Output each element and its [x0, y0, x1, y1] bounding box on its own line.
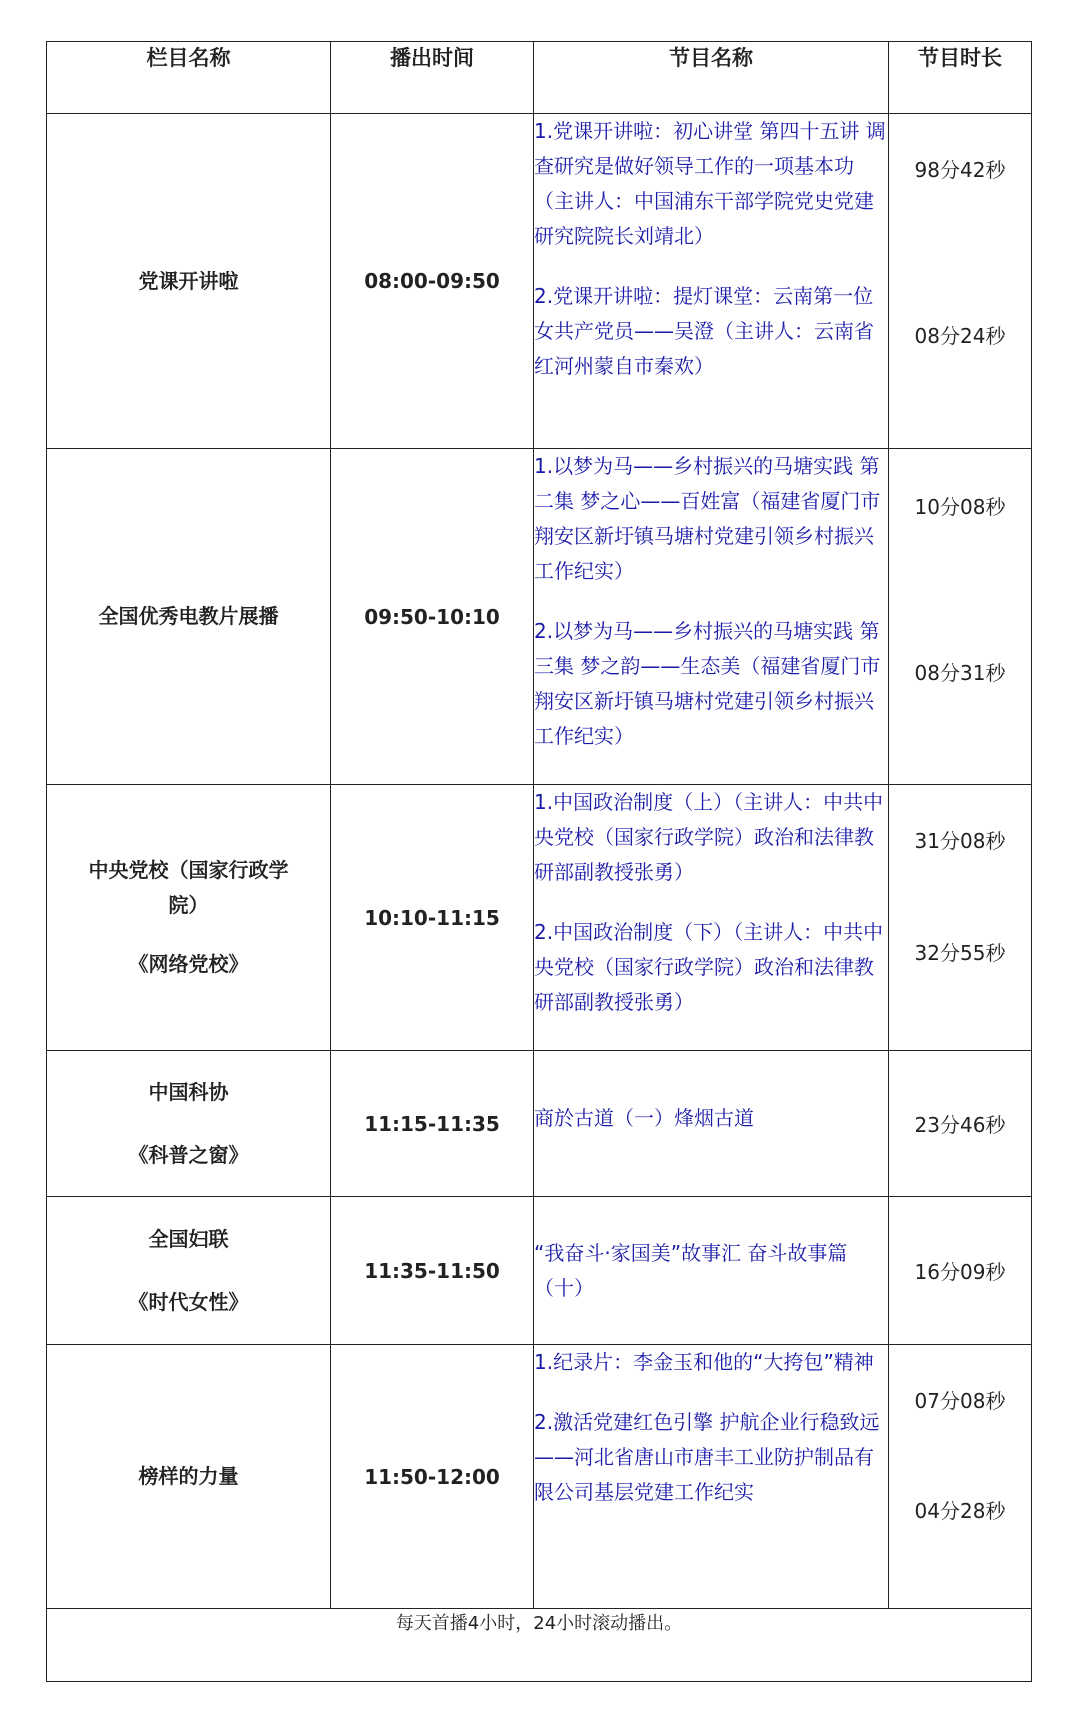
- program-item: 2.中国政治制度（下）（主讲人：中共中央党校（国家行政学院）政治和法律教研部副教授张勇）: [534, 920, 884, 1014]
- program-item: “我奋斗·家国美”故事汇 奋斗故事篇（十）: [534, 1240, 848, 1300]
- column-name-line: 《科普之窗》: [128, 1142, 249, 1167]
- column-name-cell: [47, 449, 331, 785]
- schedule-table: [46, 41, 1032, 1682]
- program-item: 1.纪录片：李金玉和他的“大挎包”精神: [534, 1350, 874, 1374]
- program-item: 2.激活党建红色引擎 护航企业行稳致远——河北省唐山市唐丰工业防护制品有限公司基层党建工作纪实: [534, 1410, 880, 1504]
- program-cell: [534, 1345, 889, 1609]
- program-cell: [534, 785, 889, 1051]
- duration-value: 98分42秒: [914, 158, 1006, 182]
- duration-value: 10分08秒: [914, 495, 1006, 519]
- program-item: 1.以梦为马——乡村振兴的马塘实践 第二集 梦之心——百姓富（福建省厦门市翔安区新圩镇马塘村党建引领乡村振兴工作纪实）: [534, 454, 881, 583]
- column-name-line: 《时代女性》: [128, 1289, 249, 1314]
- duration-value: 23分46秒: [914, 1113, 1006, 1137]
- duration-cell: [889, 1345, 1032, 1609]
- column-name-line: 榜样的力量: [138, 1464, 239, 1488]
- column-name-line: 全国优秀电教片展播: [98, 604, 279, 628]
- column-name-line: 党课开讲啦: [138, 268, 239, 293]
- table-row: [47, 1051, 1032, 1197]
- program-cell: [534, 449, 889, 785]
- program-cell: [534, 1051, 889, 1197]
- duration-value: 07分08秒: [914, 1389, 1006, 1413]
- broadcast-time-cell: 11:35-11:50: [331, 1197, 534, 1345]
- duration-cell: [889, 449, 1032, 785]
- table-row: [47, 449, 1032, 785]
- table-row: [47, 1345, 1032, 1609]
- column-name-line: 中央党校（国家行政学院）: [88, 858, 289, 917]
- duration-value: 08分31秒: [914, 661, 1006, 685]
- column-name-cell: [47, 1197, 331, 1345]
- column-name-line: 全国妇联: [148, 1226, 229, 1251]
- program-item: 2.党课开讲啦：提灯课堂：云南第一位女共产党员——吴澄（主讲人：云南省红河州蒙自市秦欢）: [534, 284, 874, 378]
- duration-cell: [889, 1051, 1032, 1197]
- duration-cell: [889, 785, 1032, 1051]
- footer-row: [47, 1609, 1032, 1682]
- duration-cell: [889, 1197, 1032, 1345]
- duration-cell: [889, 114, 1032, 449]
- column-name-cell: [47, 1051, 331, 1197]
- duration-value: 16分09秒: [914, 1260, 1006, 1284]
- header-row: [47, 42, 1032, 114]
- duration-value: 04分28秒: [914, 1499, 1006, 1523]
- program-item: 1.党课开讲啦：初心讲堂 第四十五讲 调查研究是做好领导工作的一项基本功（主讲人：中国浦东干部学院党史党建研究院院长刘靖北）: [534, 119, 886, 248]
- broadcast-time-cell: 11:15-11:35: [331, 1051, 534, 1197]
- table-row: [47, 785, 1032, 1051]
- broadcast-time-cell: 10:10-11:15: [331, 785, 534, 1051]
- program-item: 2.以梦为马——乡村振兴的马塘实践 第三集 梦之韵——生态美（福建省厦门市翔安区新圩镇马塘村党建引领乡村振兴工作纪实）: [534, 619, 881, 748]
- column-name-cell: [47, 785, 331, 1051]
- program-item: 1.中国政治制度（上）（主讲人：中共中央党校（国家行政学院）政治和法律教研部副教授张勇）: [534, 790, 884, 884]
- column-name-line: 中国科协: [148, 1079, 229, 1104]
- column-name-cell: [47, 1345, 331, 1609]
- column-name-line: 《网络党校》: [128, 952, 249, 976]
- table-row: [47, 1197, 1032, 1345]
- column-name-cell: [47, 114, 331, 449]
- broadcast-time-cell: 08:00-09:50: [331, 114, 534, 449]
- duration-value: 32分55秒: [914, 941, 1006, 965]
- header-broadcast-time: 播出时间: [331, 42, 534, 114]
- table-row: [47, 114, 1032, 449]
- duration-value: 08分24秒: [914, 324, 1006, 348]
- program-cell: [534, 114, 889, 449]
- program-item: 商於古道（一）烽烟古道: [534, 1106, 754, 1130]
- program-cell: [534, 1197, 889, 1345]
- header-duration: 节目时长: [889, 42, 1032, 114]
- broadcast-time-cell: 09:50-10:10: [331, 449, 534, 785]
- footer-note: 每天首播4小时，24小时滚动播出。: [47, 1609, 1032, 1682]
- broadcast-time-cell: 11:50-12:00: [331, 1345, 534, 1609]
- duration-value: 31分08秒: [914, 829, 1006, 853]
- header-column-name: 栏目名称: [47, 42, 331, 114]
- header-program-name: 节目名称: [534, 42, 889, 114]
